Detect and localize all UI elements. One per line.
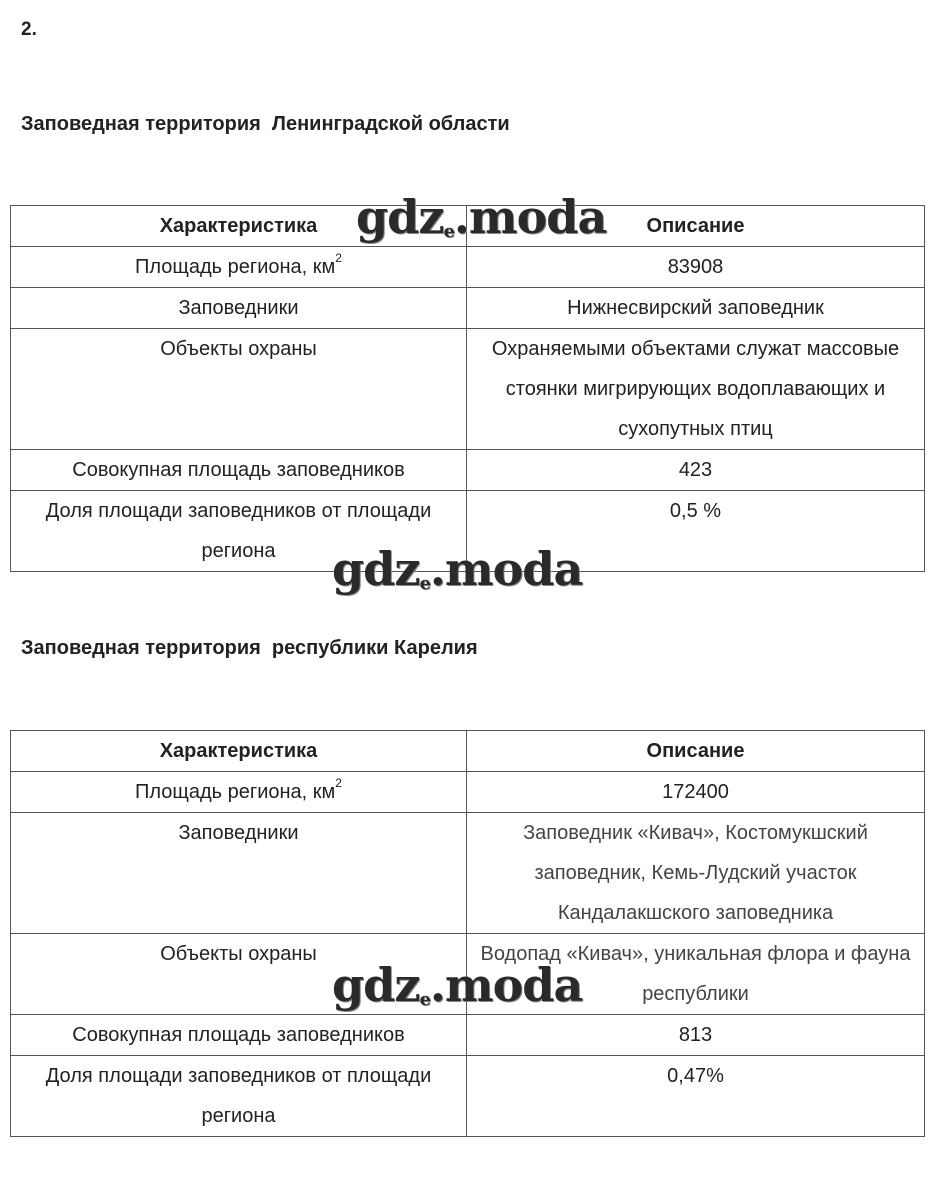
row-label-share: Доля площади заповедников от площади региона	[11, 1056, 467, 1137]
superscript: 2	[335, 776, 342, 790]
row-label-protected-objects: Объекты охраны	[11, 329, 467, 450]
table-row	[11, 1015, 925, 1056]
header-characteristic: Характеристика	[11, 206, 467, 247]
table-row	[11, 247, 925, 288]
table-row	[11, 1056, 925, 1137]
table-leningrad	[10, 205, 925, 572]
table-row	[11, 450, 925, 491]
label-text: Площадь региона, км	[135, 781, 336, 803]
row-label-share: Доля площади заповедников от площади региона	[11, 491, 467, 572]
table-row	[11, 329, 925, 450]
row-label-reserves: Заповедники	[11, 813, 467, 934]
row-label-area	[11, 772, 467, 813]
row-value-total-area: 813	[467, 1015, 925, 1056]
row-value-protected-objects: Водопад «Кивач», уникальная флора и фауна республики	[467, 934, 925, 1015]
table-row	[11, 813, 925, 934]
table-header-row	[11, 731, 925, 772]
table-row	[11, 934, 925, 1015]
row-value-share: 0,47%	[467, 1056, 925, 1137]
row-value-total-area: 423	[467, 450, 925, 491]
row-value-area: 83908	[467, 247, 925, 288]
row-label-total-area: Совокупная площадь заповедников	[11, 450, 467, 491]
table-header-row	[11, 206, 925, 247]
row-value-area: 172400	[467, 772, 925, 813]
row-label-protected-objects: Объекты охраны	[11, 934, 467, 1015]
section-title-leningrad: Заповедная территория Ленинградской области	[21, 113, 510, 135]
superscript: 2	[335, 251, 342, 265]
watermark-logo: gdze.moda	[356, 190, 607, 244]
table-row	[11, 491, 925, 572]
row-label-area	[11, 247, 467, 288]
watermark-logo: gdze.moda	[332, 542, 583, 596]
header-characteristic: Характеристика	[11, 731, 467, 772]
row-value-protected-objects: Охраняемыми объектами служат массовые стоянки мигрирующих водоплавающих и сухопутных птиц	[467, 329, 925, 450]
row-label-total-area: Совокупная площадь заповедников	[11, 1015, 467, 1056]
row-value-share: 0,5 %	[467, 491, 925, 572]
section-title-karelia: Заповедная территория республики Карелия	[21, 637, 478, 659]
table-row	[11, 288, 925, 329]
label-text: Площадь региона, км	[135, 256, 336, 278]
header-description: Описание	[467, 206, 925, 247]
row-value-reserves: Нижнесвирский заповедник	[467, 288, 925, 329]
header-description: Описание	[467, 731, 925, 772]
watermark-logo: gdze.moda	[332, 958, 583, 1012]
row-value-reserves: Заповедник «Кивач», Костомукшский заповедник, Кемь-Лудский участок Кандалакшского заповедника	[467, 813, 925, 934]
task-number: 2.	[21, 19, 37, 40]
table-row	[11, 772, 925, 813]
table-karelia	[10, 730, 925, 1137]
row-label-reserves: Заповедники	[11, 288, 467, 329]
